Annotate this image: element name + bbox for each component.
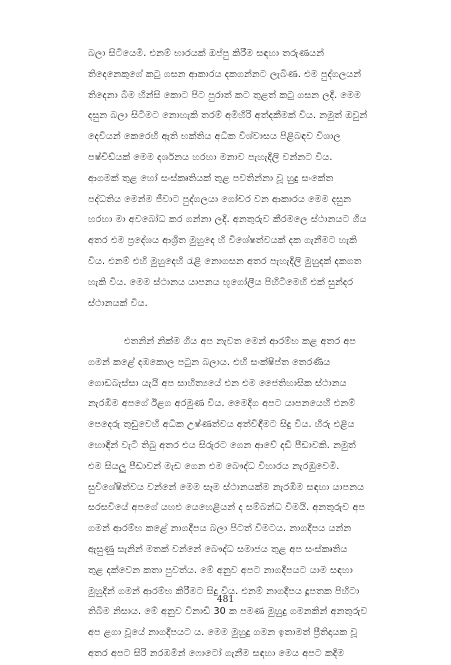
page-number: 481	[216, 595, 235, 605]
text-line: විය. එනම් එහි මුහුදෙහි රැළි නොගසන අතර පැහැදිලි මුහුදක් දකගත	[88, 255, 362, 267]
text-line: පෙදෙරු තුඩුවෙහි අධික උෂ්ණත්වය අත්විඳීමට සිදු විය. හිරු එළිය	[88, 419, 355, 431]
text-line: සරසවියේ අපගේ යහළු යෙහෙළියන් ද සම්බන්ධ විමයි. අනතුරුව අප	[88, 502, 366, 514]
text-line: අතර අපට සිරි නරඹමින් ෆොටෝ ගැනීම සඳහා මෙය අපට කදිම	[88, 647, 345, 659]
text-line: පද්ධතිය මෙන්ම ජීවාට පුද්ගලයා ගෝචර වන ආකාරය මෙම දසුන	[88, 193, 351, 205]
text-line: හරහා මා අවබෝධ කර ගන්නා ලදි. අනතුරුව කීරමලෙ ස්ථානයට ගිය	[88, 214, 367, 226]
text-line: ගොඩබැස්සා යැයි අප සාහිත්‍යයේ එන එම ජෛතිහාසික ස්ථානය	[88, 377, 347, 389]
paragraph-2	[88, 332, 378, 665]
paragraph-1	[88, 44, 378, 314]
text-line: ස්ථානයක් විය.	[88, 297, 148, 309]
text-line: තිබීම නිසාය. මේ අනුව විනාඩි 30 ක පමණ මුහුදු ගමනකින් අනතුරුව	[88, 606, 368, 618]
text-line: තුළ දක්වෙන කතා පුවත්ය. මේ අනුව අපට නාගදීපයට යාම සඳහා	[88, 564, 353, 576]
text-line: අප ළගා වූයේ නාගදීපයට ය. මෙම මුහුදු ගමන ඉතාමත් ප්‍රීතිදායක වූ	[88, 627, 358, 639]
text-line: හැකි විය. මෙම ස්ථානය යාපනය භූගෝලීය පිහිටීමෙහි එක් සුන්දර	[88, 276, 354, 288]
text-line: එම සියලු පීඩාවන් මැඩ ගෙන එම බෞද්ධ විහාරය නැරඹුවෙමි.	[88, 460, 340, 472]
text-line: ආගමක් තුළ හෝ සංස්කෘතියක් තුළ පවතින්නා වූ හුදු සංකේත	[88, 172, 334, 184]
text-line: එතනින් නික්ම ගිය අප නැවත මෙන් ආරම්භ කළ අතර අප	[124, 336, 357, 347]
text-line: අතර එම ප්‍රදේශය ආශ්‍රිත මුහුදෙ හි විශේෂත්වයක් දක ගැනීමට හැකි	[88, 235, 358, 247]
text-line: පෂ්චිඩ්යක් මෙම දර්ශනය හරහා මනාව පැහැදිලි වන්නට විය.	[88, 151, 333, 163]
text-line: සුවිශේෂිත්වය වන්නේ මෙම සෑම ස්ථානයක්ම නැරඹීම සඳහා යාපනය	[88, 481, 365, 493]
text-line: තිදෙනා බිම හින්සි කොට පිට පුරාත් කට තුළත් කටු ගසන ලදි. මෙම	[88, 89, 361, 101]
text-line: ගමන් ආරම්භ කළේ නාගදීපය බලා පිටත් විමටය. නාගදීපය යන්න	[88, 523, 352, 535]
text-line: බලා සිටියෙමි. එනම් භාරයක් ඔප්පු කිරීම සඳහා තරුණයන්	[88, 48, 325, 59]
text-line: නැරඹීම අපගේ ඊළග අරමුණ විය. මෛදිග අපට යාපනයෙහි එනම්	[88, 398, 356, 410]
text-line: දසුන බලා සිටීමට නොහැකි තරම් අමිහිරි අත්දකීමක් විය. නමුත් ඔවුන්	[88, 110, 368, 122]
text-line: මුහුදින් ගමන් ආරම්භ කිරීමට සිදු විය. එනම් නාගදීපය දූපතක පිහිටා	[88, 585, 360, 597]
text-line: හොඳින් වැටී තිබු අතර එය සිරුරට ගෙන ආවේ දඩි පීඩාවකි. නමුත්	[88, 439, 356, 451]
text-line: ඇසුණු සැනින් මතක් වන්නේ බෞද්ධ සමාජය තුළ අප සංස්කෘතිය	[88, 543, 348, 555]
text-line: දෙවියන් කෙරෙහි ඇති භක්තිය අධික විශ්වාසය පිළිබඳව විශාල	[88, 131, 341, 143]
text-line: ගමන් කළේ දඹකොල පටුන බලාය. එහි සංක්ෂිප්ත තෙරණිය	[88, 356, 331, 368]
text-line: තිදෙනෙකුගේ කටු ගසන ආකාරය දකගන්නට ලැබිණ. එම පුද්ගලයන්	[88, 68, 362, 80]
